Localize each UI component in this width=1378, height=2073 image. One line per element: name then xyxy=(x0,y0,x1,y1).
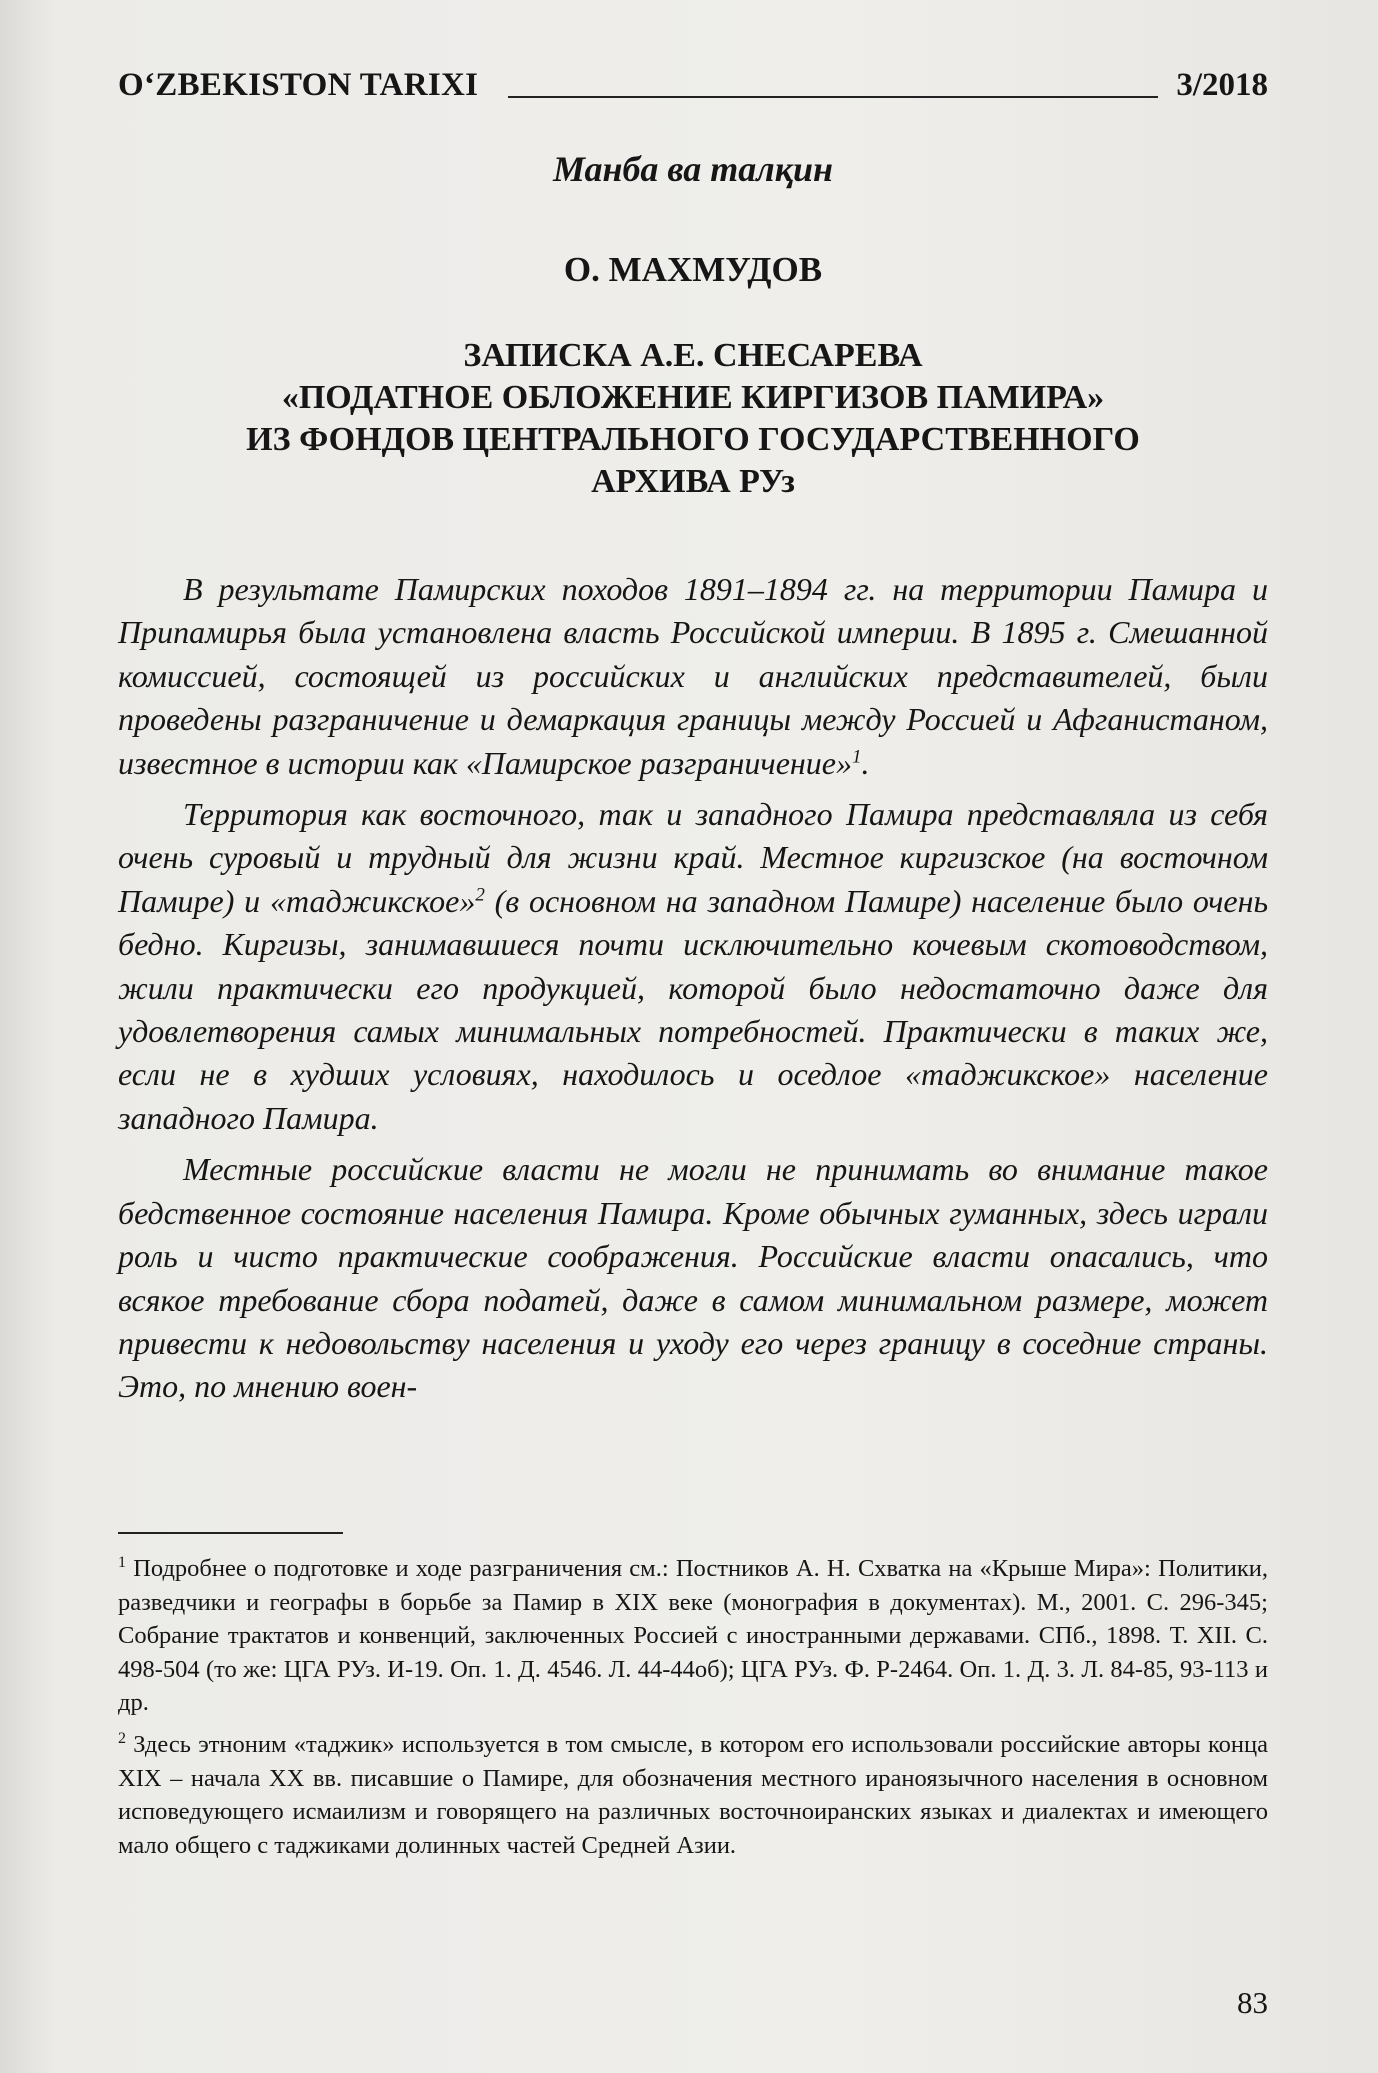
paragraph-text: (в основном на западном Памире) население было очень бедно. Киргизы, занимавшиеся почти исключительно кочевым скотоводством, жили практически его продукцией, которой было недостаточно даже для удовлетворения самых минимальных потребностей. Практически в таких же, если не в худших условиях, находилось и оседлое «таджикское» население западного Памира. xyxy=(118,882,1269,1136)
running-header xyxy=(118,58,1268,104)
footnote-mark: 1 xyxy=(118,1553,126,1571)
paragraph-text: Местные российские власти не могли не принимать во внимание такое бедственное состояние населения Памира. Кроме обычных гуманных, здесь играли роль и чисто практические соображения. Российские власти опасались, что всякое требование сбора податей, даже в самом минимальном размере, может привести к недовольству населения и уходу его через границу в соседние страны. Это, по мнению воен- xyxy=(118,1151,1268,1405)
article-title xyxy=(168,335,1218,503)
footnote-separator xyxy=(118,1532,343,1534)
paragraph-text: В результате Памирских походов 1891–1894 гг. на территории Памира и Припамирья была установлена власть Российской империи. В 1895 г. Смешанной комиссией, состоящей из российских и английских представителей, были проведены разграничение и демаркация границы между Россией и Афганистаном, известное в истории как «Памирское разграничение» xyxy=(118,571,1268,781)
footnotes xyxy=(118,1552,1268,1870)
paragraph-text: Территория как восточного, так и западного Памира представляла из себя очень суровый и трудный для жизни край. Местное киргизское (на восточном Памире) и «таджикское» xyxy=(118,796,1268,919)
author-name: О. МАХМУДОВ xyxy=(563,250,823,289)
abstract xyxy=(118,568,1268,1417)
abstract-paragraph xyxy=(118,1148,1268,1408)
issue-number: 3/2018 xyxy=(1176,67,1268,103)
article-title-line: ЗАПИСКА А.Е. СНЕСАРЕВА xyxy=(463,337,923,374)
section-title: Манба ва талқин xyxy=(552,149,834,189)
article-title-line: «ПОДАТНОЕ ОБЛОЖЕНИЕ КИРГИЗОВ ПАМИРА» xyxy=(281,379,1105,416)
header-rule xyxy=(508,96,1158,98)
footnote-mark: 2 xyxy=(118,1729,126,1747)
paragraph-text: . xyxy=(861,744,870,781)
abstract-paragraph xyxy=(118,793,1268,1140)
article-title-line: АРХИВА РУз xyxy=(591,463,795,500)
footnote-text: Подробнее о подготовке и ходе разграничения см.: Постников А. Н. Схватка на «Крыше Мира»: Политики, разведчики и географы в борьбе за Памир в XIX веке (монография в документах). М., 2001. С. 296-345; Собрание трактатов и конвенций, заключенных Россией с иностранными державами. СПб., 1898. Т. XII. С. 498-504 (то же: ЦГА РУз. И-19. Оп. 1. Д. 4546. Л. 44-44об); ЦГА РУз. Ф. Р-2464. Оп. 1. Д. 3. Л. 84-85, 93-113 и др. xyxy=(118,1555,1268,1717)
footnote xyxy=(118,1552,1268,1720)
page-number: 83 xyxy=(1237,1985,1268,2020)
article-title-line: ИЗ ФОНДОВ ЦЕНТРАЛЬНОГО ГОСУДАРСТВЕННОГО xyxy=(246,421,1140,458)
abstract-paragraph xyxy=(118,568,1268,785)
footnote-text: Здесь этноним «таджик» используется в том смысле, в котором его использовали российские авторы конца XIX – начала XX вв. писавшие о Памире, для обозначения местного ираноязычного населения в основном исповедующего исмаилизм и говорящего на различных восточноиранских языках и диалектах и имеющего мало общего с таджиками долинных частей Средней Азии. xyxy=(118,1730,1268,1859)
footnote-ref-2[interactable]: 2 xyxy=(475,884,485,906)
footnote-ref-1[interactable]: 1 xyxy=(851,745,862,767)
journal-title: O‘ZBEKISTON TARIXI xyxy=(118,67,479,103)
footnote xyxy=(118,1728,1268,1862)
